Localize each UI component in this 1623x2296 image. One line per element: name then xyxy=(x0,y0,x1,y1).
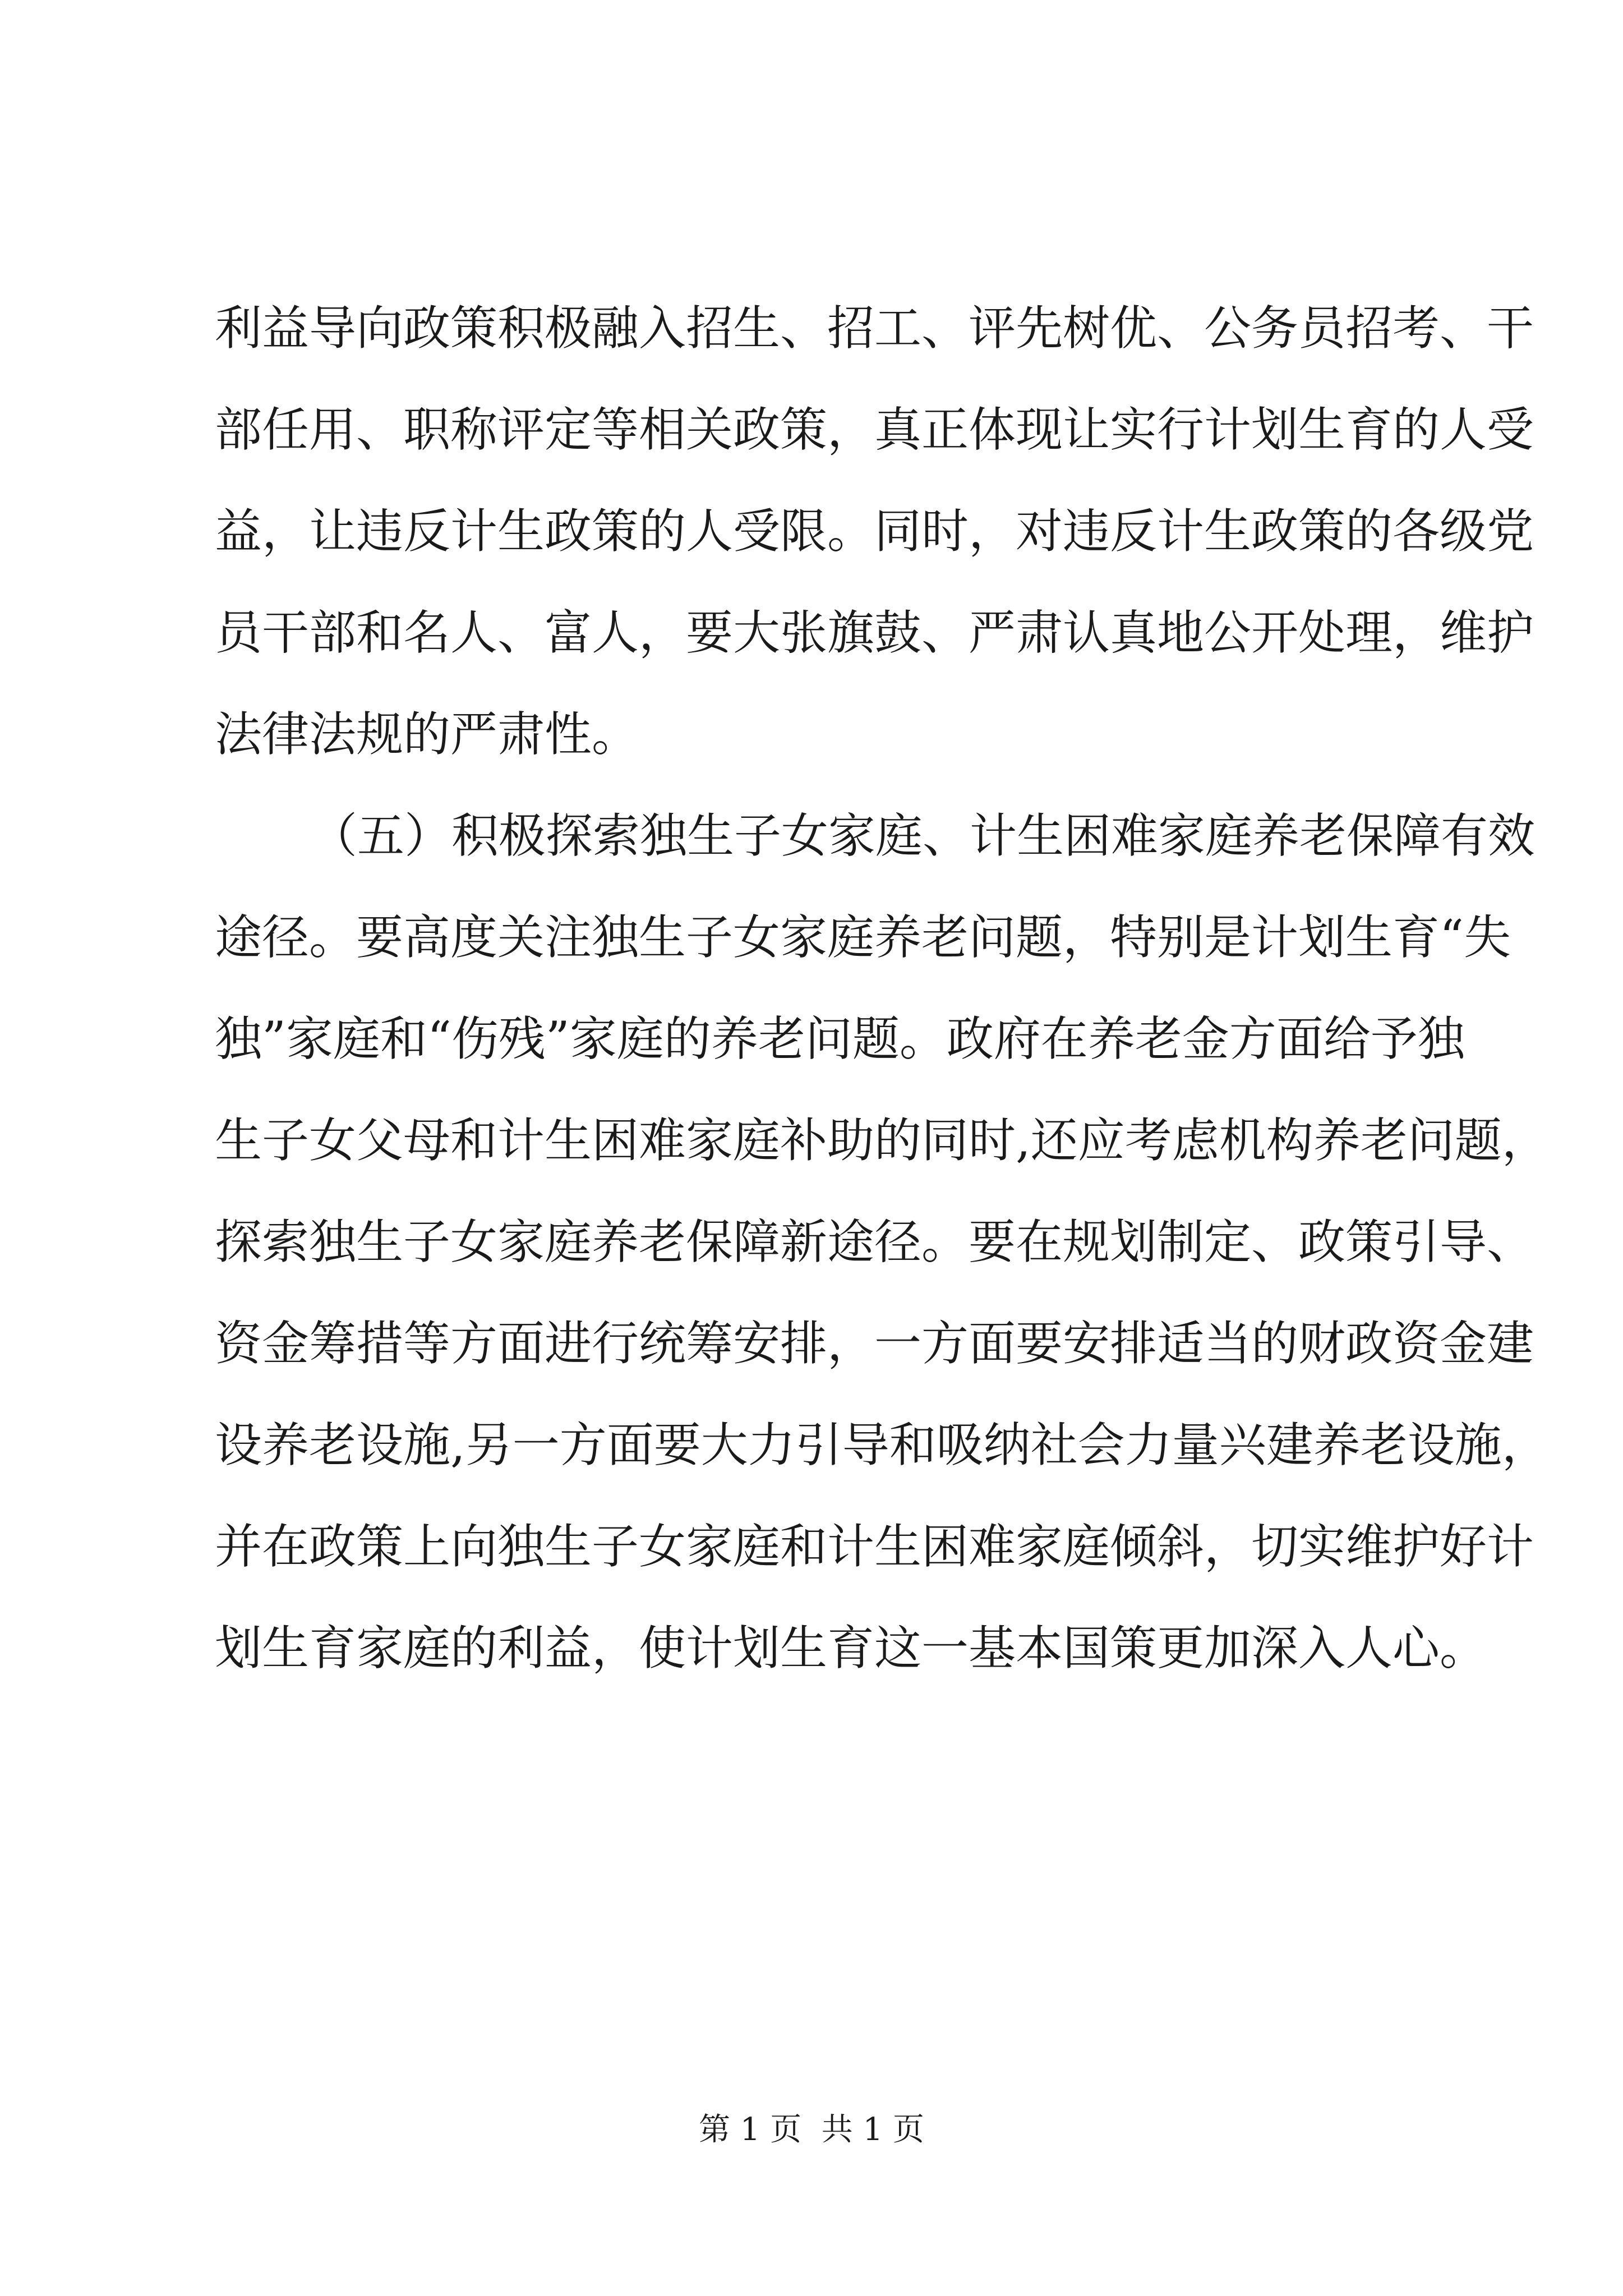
text-line: 探索独生子女家庭养老保障新途径。要在规划制定、政策引导、 xyxy=(215,1214,1534,1269)
text-line: 法律法规的严肃性。 xyxy=(215,707,639,762)
section-heading-line: （五）积极探索独生子女家庭、计生困难家庭养老保障有效 xyxy=(310,808,1536,863)
text-line: 部任用、职称评定等相关政策，真正体现让实行计划生育的人受 xyxy=(215,402,1534,457)
text-line: 益，让违反计生政策的人受限。同时，对违反计生政策的各级党 xyxy=(215,504,1534,559)
text-line: 独”家庭和“伤残”家庭的养老问题。政府在养老金方面给予独 xyxy=(215,1011,1465,1066)
page-number-footer: 第 1 页 共 1 页 xyxy=(698,2111,925,2148)
text-line: 设养老设施,另一方面要大力引导和吸纳社会力量兴建养老设施， xyxy=(215,1418,1549,1473)
text-line: 途径。要高度关注独生子女家庭养老问题，特别是计划生育“失 xyxy=(215,910,1511,965)
text-line: 员干部和名人、富人，要大张旗鼓、严肃认真地公开处理，维护 xyxy=(215,605,1534,660)
text-line: 资金筹措等方面进行统筹安排，一方面要安排适当的财政资金建 xyxy=(215,1316,1534,1371)
text-line: 生子女父母和计生困难家庭补助的同时,还应考虑机构养老问题， xyxy=(215,1113,1549,1168)
paragraph-2 xyxy=(215,802,1549,1716)
text-line: 利益导向政策积极融入招生、招工、评先树优、公务员招考、干 xyxy=(215,301,1534,356)
body-text xyxy=(215,295,1549,1716)
text-line: 并在政策上向独生子女家庭和计生困难家庭倾斜，切实维护好计 xyxy=(215,1519,1534,1574)
text-line: 划生育家庭的利益，使计划生育这一基本国策更加深入人心。 xyxy=(215,1621,1487,1676)
paragraph-1 xyxy=(215,295,1534,802)
